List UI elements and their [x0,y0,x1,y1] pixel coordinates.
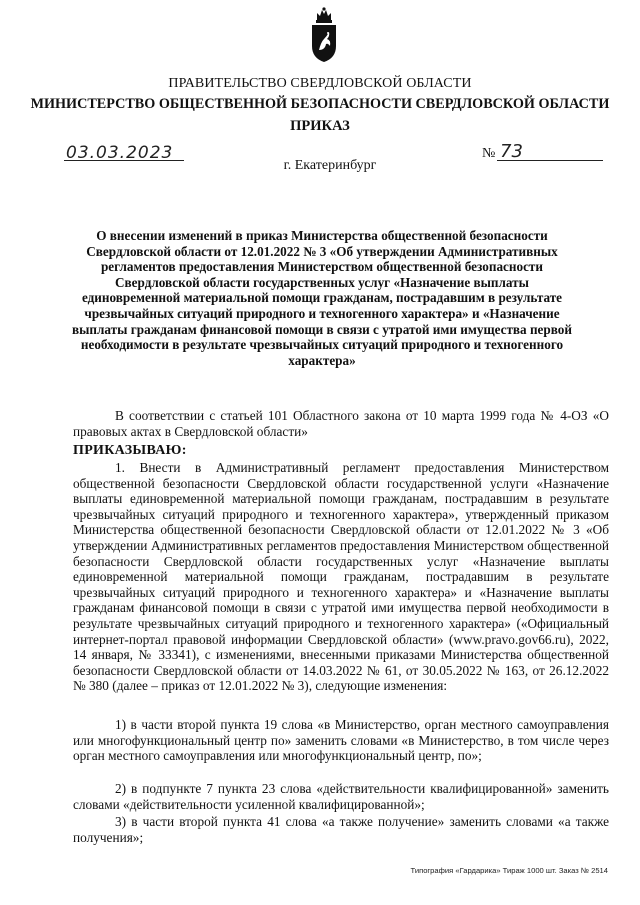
number-sign: № [482,146,496,161]
document-type: ПРИКАЗ [290,118,350,134]
ministry-title: МИНИСТЕРСТВО ОБЩЕСТВЕННОЙ БЕЗОПАСНОСТИ СВЕРДЛОВСКОЙ ОБЛАСТИ [30,96,610,112]
coat-of-arms-icon [309,6,339,64]
subitem-1-paragraph: 1) в части второй пункта 19 слова «в Министерство, орган местного самоуправления или многофункциональный центр по» заменить словами «в Министерство, в том числе через орган местного самоуправления или многофункциональный центр, по»; [73,717,609,764]
city: г. Екатеринбург [283,158,377,173]
government-title: ПРАВИТЕЛЬСТВО СВЕРДЛОВСКОЙ ОБЛАСТИ [168,76,472,91]
decree-word: ПРИКАЗЫВАЮ: [73,443,187,458]
item-1-paragraph: 1. Внести в Административный регламент предоставления Министерством общественной безопасности Свердловской области государственной услуги «Назначение выплаты единовременной материальной помощи гражданам, пострадавшим в результате чрезвычайных ситуаций природного и техногенного характера», утвержденный приказом Министерства общественной безопасности Свердловской области от 12.01.2022 № 3 «Об утверждении Административных регламентов предоставления Министерством общественной безопасности Свердловской области государственных услуг «Назначение выплаты единовременной материальной помощи гражданам, пострадавшим в результате чрезвычайных ситуаций природного и техногенного характера» и «Назначение выплаты гражданам финансовой помощи в связи с утратой ими имущества первой необходимости в результате чрезвычайных ситуаций природного и техногенного характера» («Официальный интернет-портал правовой информации Свердловской области» (www.pravo.gov66.ru), 2022, 14 января, № 33341), с изменениями, внесенными приказами Министерства общественной безопасности Свердловской области от 14.03.2022 № 61, от 30.05.2022 № 163, от 26.12.2022 № 380 (далее – приказ от 12.01.2022 № 3), следующие изменения: [73,460,609,694]
order-number: 73 [500,141,523,162]
print-footer: Типография «Гардарика» Тираж 1000 шт. Заказ № 2514 [410,866,608,875]
order-heading: О внесении изменений в приказ Министерства общественной безопасности Свердловской области от 12.01.2022 № 3 «Об утверждении Административных регламентов предоставления Министерством общественной безопасности Свердловской области государственных услуг «Назначение выплаты единовременной материальной помощи гражданам, пострадавшим в результате чрезвычайных ситуаций природного и техногенного характера» и «Назначение выплаты гражданам финансовой помощи в связи с утратой ими имущества первой необходимости в результате чрезвычайных ситуаций природного и техногенного характера» [72,228,572,368]
subitem-3-paragraph: 3) в части второй пункта 41 слова «а также получение» заменить словами «а также получения»; [73,814,609,845]
order-date: 03.03.2023 [66,143,174,163]
basis-paragraph: В соответствии с статьей 101 Областного закона от 10 марта 1999 года № 4-ОЗ «О правовых актах в Свердловской области» [73,408,609,439]
subitem-2-paragraph: 2) в подпункте 7 пункта 23 слова «действительности квалифицированной» заменить словами «действительности усиленной квалифицированной»; [73,781,609,812]
